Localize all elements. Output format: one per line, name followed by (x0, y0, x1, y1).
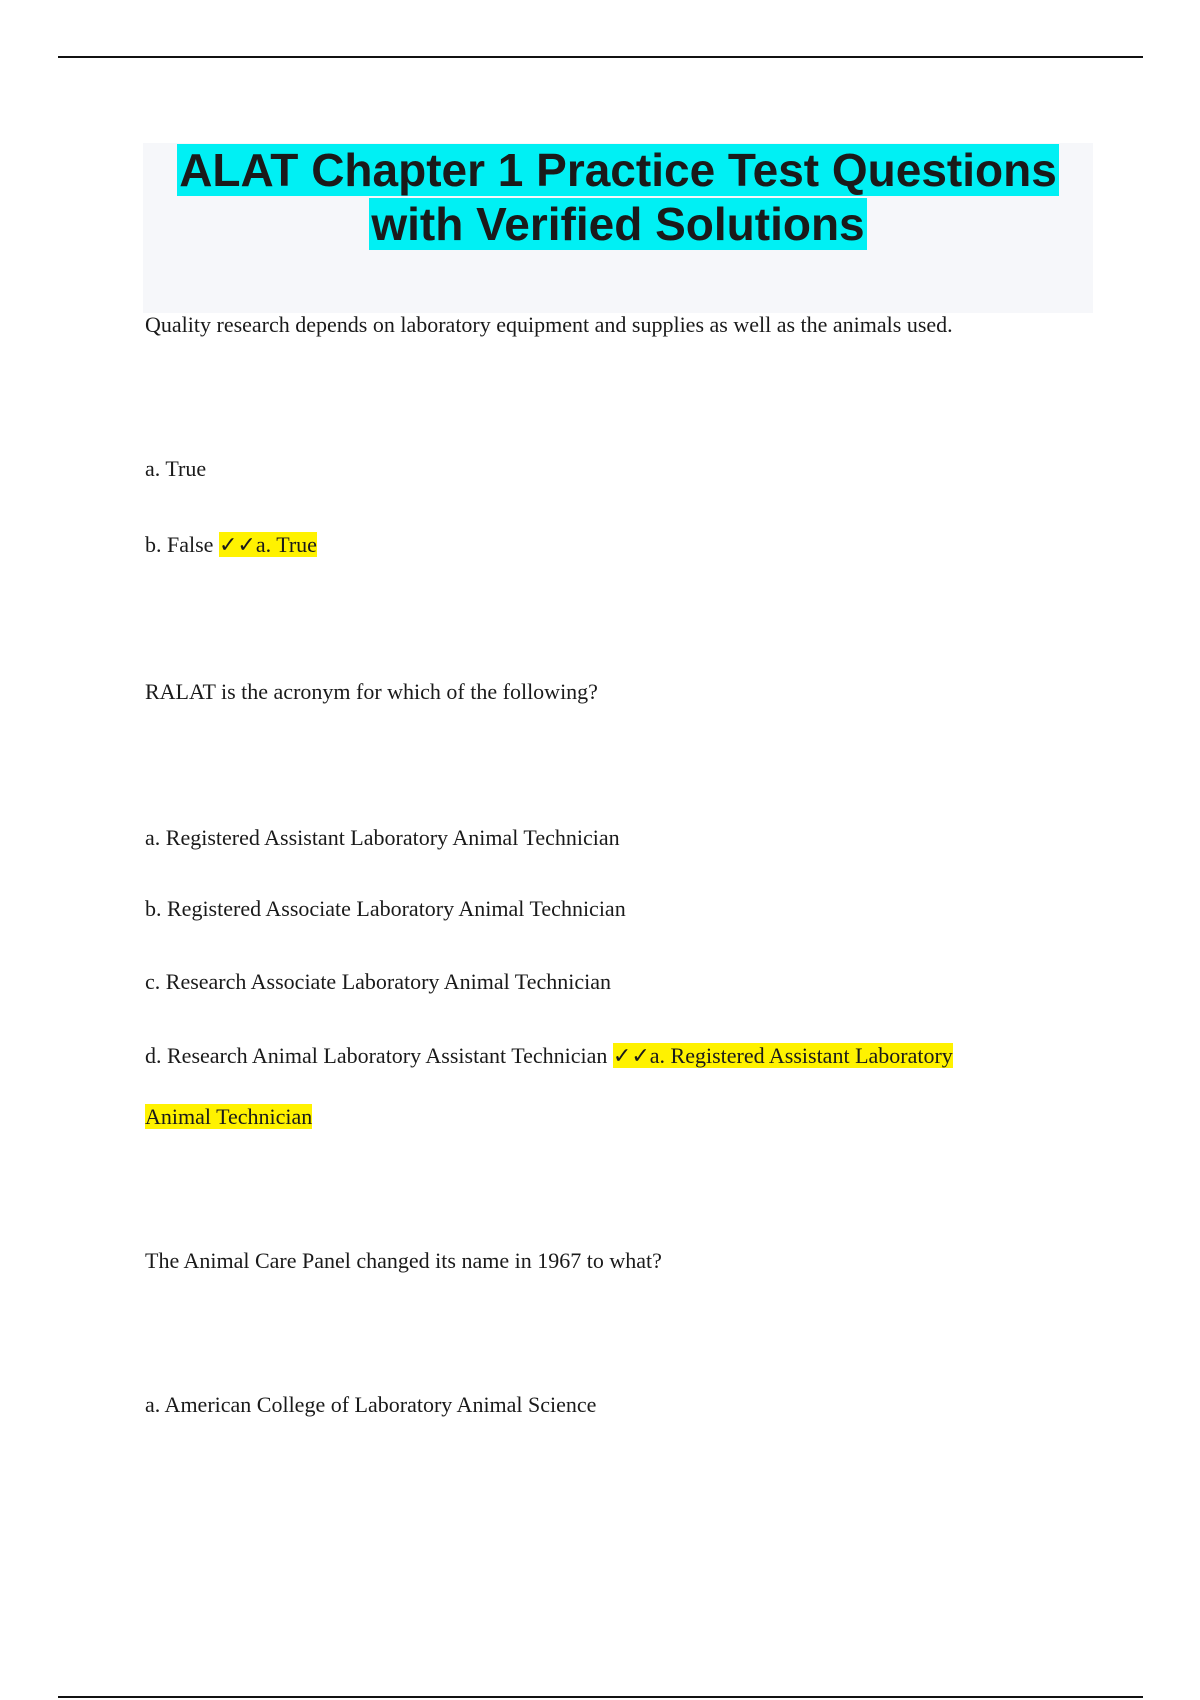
title-text-1: ALAT Chapter 1 Practice Test Questions (179, 144, 1057, 196)
question-3-option-a: a. American College of Laboratory Animal Science (145, 1392, 597, 1417)
question-3-text: The Animal Care Panel changed its name in 1967 to what? (145, 1248, 662, 1273)
question-2-answer-line-1: ✓✓a. Registered Assistant Laboratory (612, 1043, 953, 1068)
top-rule (58, 56, 1143, 58)
question-1-text: Quality research depends on laboratory equipment and supplies as well as the animals used. (145, 312, 953, 337)
question-1-option-a: a. True (145, 456, 207, 481)
question-2-option-a: a. Registered Assistant Laboratory Animal Technician (145, 825, 620, 850)
bottom-rule (58, 1696, 1143, 1698)
question-1-option-b-row (145, 530, 317, 560)
title-line-1 (143, 143, 1093, 197)
title-text-2: with Verified Solutions (371, 198, 865, 250)
question-2-option-c: c. Research Associate Laboratory Animal Technician (145, 969, 611, 994)
question-1-answer: ✓✓a. True (218, 532, 317, 557)
title-line-2 (143, 197, 1093, 251)
question-2-option-b: b. Registered Associate Laboratory Animal Technician (145, 896, 626, 921)
question-1-option-b: b. False (145, 532, 214, 557)
question-2-option-d: d. Research Animal Laboratory Assistant Technician (145, 1043, 608, 1068)
question-2-answer-line-2: Animal Technician (145, 1104, 313, 1129)
question-2-answer-row-2 (145, 1102, 312, 1132)
question-2-text: RALAT is the acronym for which of the following? (145, 679, 598, 704)
question-2-option-d-row (145, 1041, 953, 1071)
title-block (143, 143, 1093, 313)
